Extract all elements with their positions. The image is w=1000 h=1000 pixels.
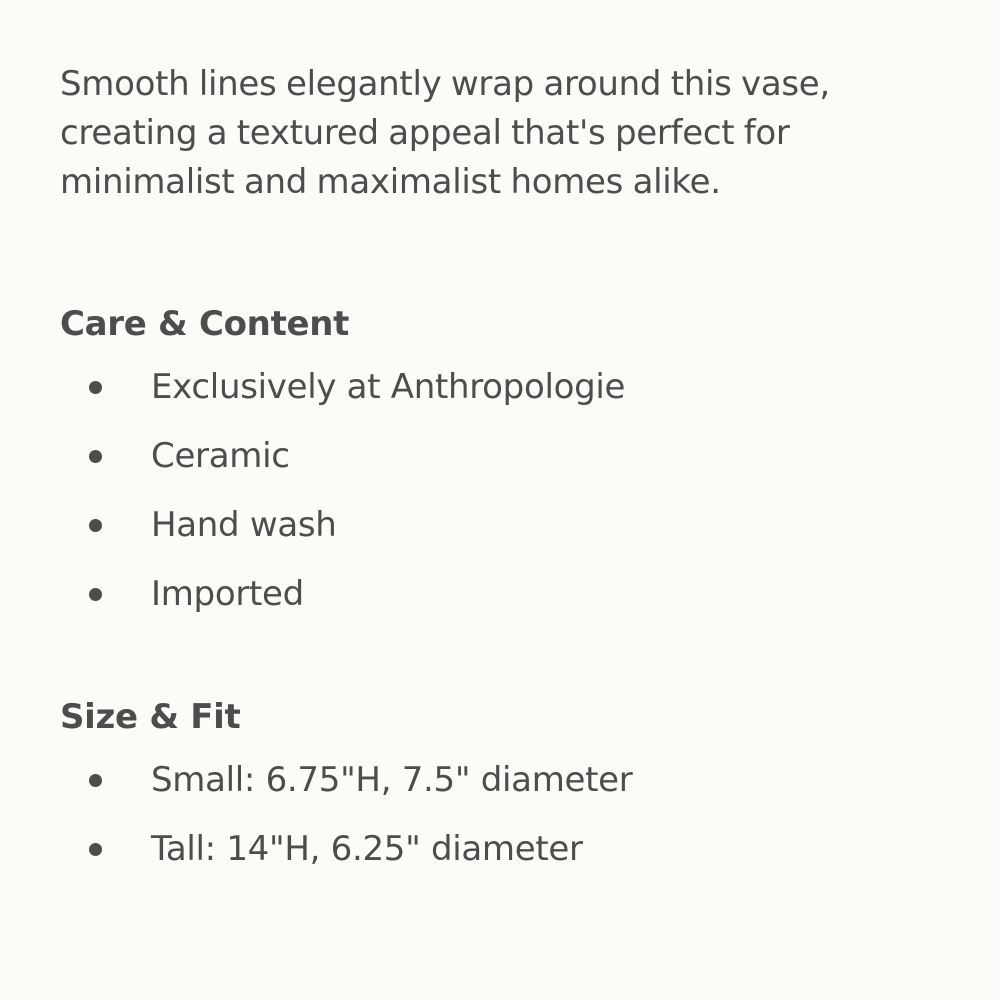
bullet-icon [89, 519, 102, 532]
care-content-list [0, 359, 1000, 635]
bullet-icon [89, 843, 102, 856]
care-item-exclusive: Exclusively at Anthropologie [151, 367, 626, 407]
care-content-heading: Care & Content [60, 304, 350, 344]
size-fit-heading: Size & Fit [60, 697, 241, 737]
list-item [0, 566, 1000, 635]
product-description: Smooth lines elegantly wrap around this vase, creating a textured appeal that's perfect for minimalist and maximalist homes alike. [60, 64, 830, 202]
list-item [0, 428, 1000, 497]
list-item [0, 497, 1000, 566]
list-item [0, 821, 1000, 890]
bullet-icon [89, 381, 102, 394]
list-item [0, 359, 1000, 428]
care-item-material: Ceramic [151, 436, 290, 476]
size-fit-list [0, 752, 1000, 890]
bullet-icon [89, 588, 102, 601]
bullet-icon [89, 450, 102, 463]
list-item [0, 752, 1000, 821]
care-item-origin: Imported [151, 574, 304, 614]
bullet-icon [89, 774, 102, 787]
size-item-tall: Tall: 14"H, 6.25" diameter [151, 829, 583, 869]
size-item-small: Small: 6.75"H, 7.5" diameter [151, 760, 633, 800]
care-item-wash: Hand wash [151, 505, 337, 545]
